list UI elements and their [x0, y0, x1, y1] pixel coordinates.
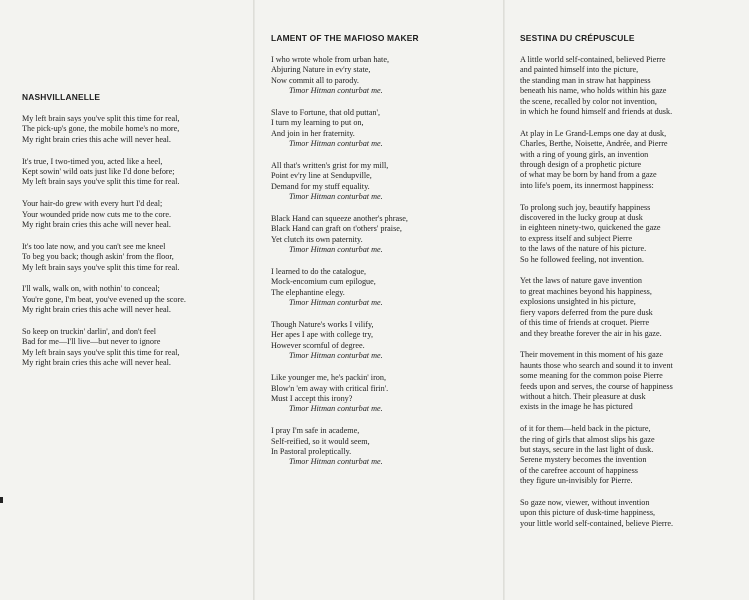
fold-crease-right: [503, 0, 505, 600]
poem-line: It's too late now, and you can't see me kneel: [22, 241, 166, 251]
poem-line: with a ring of young girls, an invention: [520, 149, 649, 159]
poem-line: The pick-up's gone, the mobile home's no more,: [22, 124, 180, 134]
poem-line: of what may be born by hand from a gaze: [520, 170, 657, 180]
poem-line: Self-reified, so it would seem,: [271, 436, 370, 446]
poem-line: Demand for my stuff equality.: [271, 181, 370, 191]
poem-line: Abjuring Nature in ev'ry state,: [271, 65, 371, 75]
stanza: [271, 320, 499, 362]
stanza: [22, 242, 250, 273]
stanza: [271, 373, 499, 415]
poem-line: Now commit all to parody.: [271, 75, 359, 85]
poem-line: into life's poem, its innermost happiness:: [520, 180, 654, 190]
poem-line: To beg you back; though askin' from the floor,: [22, 252, 174, 262]
poem-body-nashvillanelle: [22, 114, 250, 369]
stanza: [22, 327, 250, 369]
poem-line: All that's written's grist for my mill,: [271, 161, 389, 171]
poem-line: fiery vapors deferred from the pure dusk: [520, 307, 653, 317]
poem-line: Black Hand can squeeze another's phrase,: [271, 214, 408, 224]
poem-line: explosions unsighted in his picture,: [520, 297, 636, 307]
stanza: [22, 157, 250, 188]
poem-line: Yet the laws of nature gave invention: [520, 276, 642, 286]
poem-line: Point ev'ry line at Sendupville,: [271, 171, 372, 181]
stanza: [271, 108, 499, 150]
refrain-line: Timor Hitman conturbat me.: [289, 457, 383, 467]
poem-line: My left brain says you've split this time for real,: [22, 114, 180, 123]
refrain-line: Timor Hitman conturbat me.: [289, 139, 383, 149]
poem-body-sestina: [520, 55, 744, 529]
poem-line: I pray I'm safe in academe,: [271, 426, 360, 436]
poem-line: My right brain cries this ache will never heal.: [22, 220, 171, 230]
poem-line: Serene mystery becomes the invention: [520, 455, 647, 465]
poem-line: However scornful of degree.: [271, 340, 365, 350]
poem-line: of this time of friends at croquet. Pierre: [520, 318, 650, 328]
poem-line: they figure un-invisibly for Pierre.: [520, 476, 633, 486]
poem-line: and painted himself into the picture,: [520, 65, 639, 75]
stanza: [520, 424, 744, 486]
poem-line: of the carefree account of happiness: [520, 465, 638, 475]
poem-title-lament: LAMENT OF THE MAFIOSO MAKER: [271, 33, 419, 43]
refrain-line: Timor Hitman conturbat me.: [289, 245, 383, 255]
stanza: [520, 129, 744, 191]
poem-title-nashvillanelle: NASHVILLANELLE: [22, 92, 101, 102]
poem-line: My left brain says you've split this time for real.: [22, 262, 180, 272]
poem-line: Mock-encomium cum epilogue,: [271, 277, 376, 287]
stanza: [520, 55, 744, 117]
poem-line: You're gone, I'm beat, you've evened up the score.: [22, 294, 186, 304]
poem-line: Their movement in this moment of his gaze: [520, 350, 664, 360]
poem-line: I turn my learning to put on,: [271, 118, 364, 128]
poem-line: your little world self-contained, believe Pierre.: [520, 518, 674, 528]
poem-line: of it for them—held back in the picture,: [520, 424, 651, 434]
poem-line: Though Nature's works I vilify,: [271, 320, 374, 330]
poem-line: beneath his name, who holds within his gaze: [520, 86, 667, 96]
poem-title-sestina: SESTINA DU CRÉPUSCULE: [520, 33, 635, 43]
stanza: [22, 114, 250, 145]
poem-line: exists in the image he has pictured: [520, 402, 633, 412]
poem-line: To prolong such joy, beautify happiness: [520, 202, 651, 212]
poem-line: Charles, Berthe, Noisette, Andrée, and Pierre: [520, 139, 668, 149]
poem-line: Bad for me—I'll live—but never to ignore: [22, 337, 161, 347]
column-lament: [271, 33, 499, 479]
stanza: [22, 284, 250, 315]
poem-line: haunts those who search and sound it to invent: [520, 360, 673, 370]
stanza: [271, 267, 499, 309]
poem-line: My left brain says you've split this time for real,: [22, 347, 180, 357]
stanza: [271, 161, 499, 203]
stanza: [520, 350, 744, 412]
refrain-line: Timor Hitman conturbat me.: [289, 298, 383, 308]
poem-line: without a hitch. Their pleasure at dusk: [520, 391, 646, 401]
stanza: [271, 426, 499, 468]
poem-line: the scene, recalled by color not invention,: [520, 96, 657, 106]
poem-line: in which he found himself and friends at dusk.: [520, 107, 673, 117]
refrain-line: Timor Hitman conturbat me.: [289, 351, 383, 361]
poem-line: A little world self-contained, believed Pierre: [520, 55, 666, 64]
poem-line: Kept sowin' wild oats just like I'd done before;: [22, 167, 175, 177]
poem-line: Yet clutch its own paternity.: [271, 234, 363, 244]
poem-line: And join in her fraternity.: [271, 128, 355, 138]
poem-line: In Pastoral proleptically.: [271, 446, 352, 456]
poem-body-lament: [271, 55, 499, 468]
stanza: [22, 199, 250, 230]
edge-mark: [0, 497, 3, 503]
stanza: [271, 55, 499, 97]
poem-line: Your hair-do grew with every hurt I'd deal;: [22, 199, 163, 209]
stanza: [271, 214, 499, 256]
poem-line: to express itself and subject Pierre: [520, 233, 633, 243]
stanza: [520, 203, 744, 265]
refrain-line: Timor Hitman conturbat me.: [289, 192, 383, 202]
column-nashvillanelle: [22, 92, 250, 380]
refrain-line: Timor Hitman conturbat me.: [289, 404, 383, 414]
poem-line: Her apes I ape with college try,: [271, 330, 373, 340]
poem-line: My right brain cries this ache will never heal.: [22, 305, 171, 315]
poem-line: It's true, I two-timed you, acted like a heel,: [22, 156, 163, 166]
poem-line: Your wounded pride now cuts me to the core.: [22, 209, 172, 219]
poem-line: upon this picture of dusk-time happiness,: [520, 508, 656, 518]
poem-line: in eighteen ninety-two, quickened the gaze: [520, 223, 661, 233]
poem-line: So keep on truckin' darlin', and don't feel: [22, 327, 157, 337]
poem-line: through design of a prophetic picture: [520, 160, 642, 170]
poem-line: The elephantine elegy.: [271, 287, 345, 297]
poem-line: I'll walk, walk on, with nothin' to conceal;: [22, 284, 160, 294]
poem-line: My left brain says you've split this time for real.: [22, 177, 180, 187]
fold-crease-left: [253, 0, 255, 600]
poem-line: but stays, secure in the last light of dusk.: [520, 444, 654, 454]
poem-line: the standing man in straw hat happiness: [520, 75, 651, 85]
poem-line: So he followed feeling, not invention.: [520, 254, 644, 264]
poem-line: feeds upon and serves, the course of happiness: [520, 381, 673, 391]
poem-line: some meaning for the common poise Pierre: [520, 371, 663, 381]
stanza: [520, 276, 744, 338]
poem-line: My right brain cries this ache will never heal.: [22, 134, 171, 144]
poem-line: My right brain cries this ache will never heal.: [22, 358, 171, 368]
column-sestina: [520, 33, 744, 541]
poem-line: Blow'n 'em away with critical firin'.: [271, 383, 389, 393]
poem-line: Slave to Fortune, that old puttan',: [271, 108, 381, 118]
poem-line: At play in Le Grand-Lemps one day at dusk,: [520, 128, 667, 138]
poem-line: Like younger me, he's packin' iron,: [271, 373, 387, 383]
refrain-line: Timor Hitman conturbat me.: [289, 86, 383, 96]
poem-line: So gaze now, viewer, without invention: [520, 497, 650, 507]
poem-line: to great machines beyond his happiness,: [520, 286, 652, 296]
poem-line: I who wrote whole from urban hate,: [271, 55, 389, 64]
stanza: [520, 498, 744, 529]
poem-line: I learned to do the catalogue,: [271, 267, 367, 277]
poem-line: Must I accept this irony?: [271, 393, 353, 403]
poem-line: to the laws of the nature of his picture.: [520, 244, 647, 254]
poem-line: Black Hand can graft on t'others' praise,: [271, 224, 402, 234]
poem-line: discovered in the lucky group at dusk: [520, 213, 643, 223]
poem-line: and they breathe forever the air in his gaze.: [520, 328, 662, 338]
poem-line: the ring of girls that almost slips his gaze: [520, 434, 655, 444]
